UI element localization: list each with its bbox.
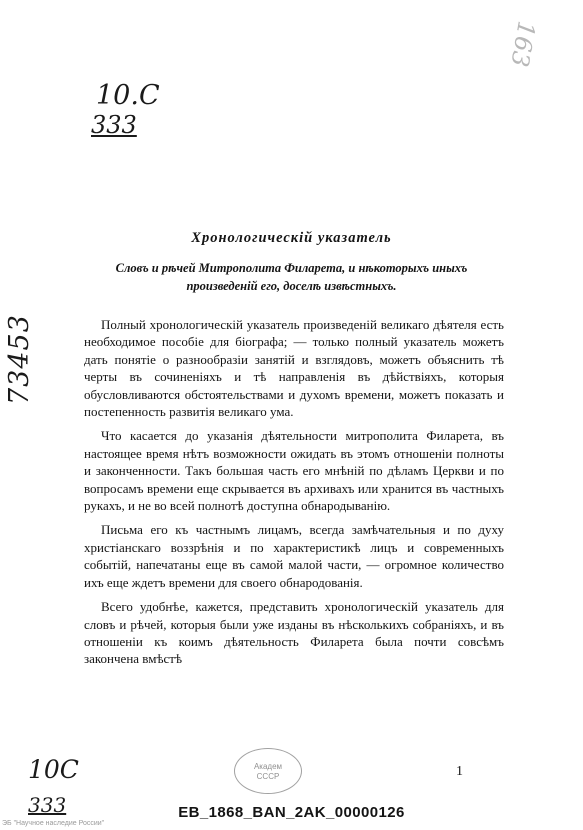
document-title: Хронологическій указатель [191,230,392,246]
subtitle-line: Словъ и рѣчей Митрополита Филарета, и нѣкоторыхъ иныхъ [115,261,468,275]
page-number: 1 [456,764,463,779]
stamp-text: СССР [256,772,280,781]
handwritten-corner-mark: 163 [505,19,541,69]
scan-identifier: EB_1868_BAN_2AK_00000126 [178,804,405,821]
paragraph: Что касается до указанія дѣятельности митрополита Филарета, въ настоящее время нѣтъ возможности ожидать въ этомъ отношеніи полноты и законченности. Такъ большая часть его мнѣній по дѣламъ Церкви и по вопросамъ времени еще скрывается въ архивахъ или хранится въ частныхъ рукахъ, и не во всей полнотѣ доступна обнародыванію. [84,428,504,514]
paragraph: Полный хронологическій указатель произведеній великаго дѣятеля есть необходимое пособіе для біографа; — только полный указатель можетъ дать понятіе о разнообразіи занятій и взглядовъ, можетъ объяснить тѣ черты въ сочиненіяхъ и тѣ направленія въ дѣйствіяхъ, которыя обусловливаются обстоятельствами и духомъ времени, можетъ показать и постепенность развитія великаго ума. [84,317,504,420]
archive-watermark: ЭБ "Научное наследие России" [2,820,105,827]
handwritten-call-number: 333 [91,111,137,139]
document-subtitle [60,259,523,295]
paragraph: Всего удобнѣе, кажется, представить хронологическій указатель для словъ и рѣчей, которыя были уже изданы въ нѣсколькихъ собраніяхъ, и въ отношеніи къ коимъ дѣятельность Филарета была почти совсѣмъ закончена вмѣстѣ [84,599,504,667]
library-stamp [234,748,302,794]
handwritten-call-number-bottom: 333 [28,793,67,817]
document-body [84,316,504,675]
handwritten-shelf-mark: 10.C [96,80,160,111]
subtitle-line: произведеній его, доселѣ извѣстныхъ. [186,279,397,293]
handwritten-shelf-mark-bottom: 10C [28,755,79,784]
stamp-text: Академ [253,762,283,771]
paragraph: Письма его къ частнымъ лицамъ, всегда замѣчательныя и по духу христіанскаго воззрѣнія и по характеристикѣ лицъ и современныхъ событій, напечатаны еще въ самой малой части, — огромное количество ихъ еще ждетъ времени для своего обнародованія. [84,522,504,590]
handwritten-side-number: 73453 [4,314,35,405]
